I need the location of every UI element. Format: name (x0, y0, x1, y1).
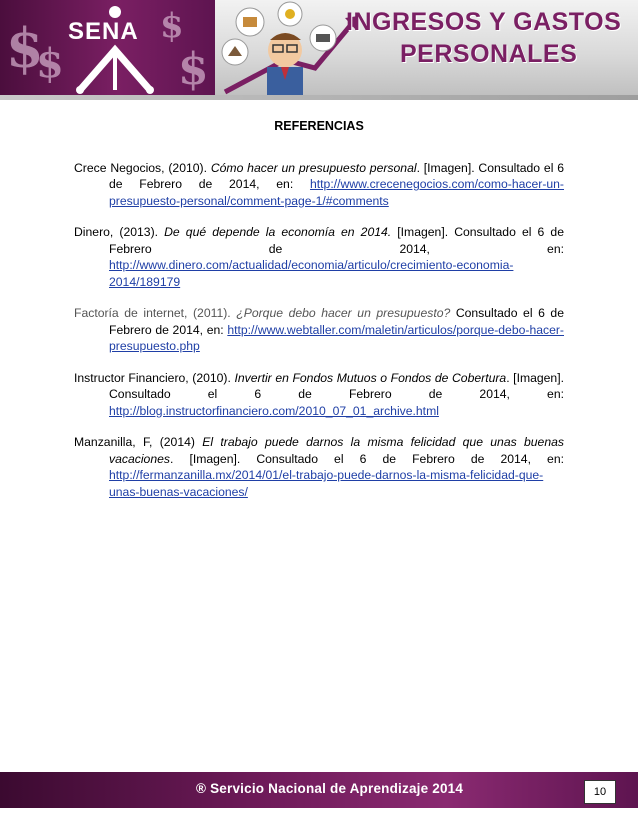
footer-copyright: ® Servicio Nacional de Aprendizaje 2014 (196, 781, 464, 796)
reference-details: . [Imagen]. Consultado el 6 de Febrero de 2014, en: (169, 451, 564, 466)
section-heading: REFERENCIAS (274, 119, 364, 133)
reference-author: Crece Negocios, (2010). (74, 160, 207, 175)
header-brand-panel (0, 0, 215, 100)
header-divider (0, 95, 638, 100)
reference-item (74, 434, 564, 500)
reference-details: . [Imagen]. Consultado el 6 de Febrero de 2014, en: (109, 370, 564, 401)
dollar-sign-icon: $ (36, 40, 64, 87)
reference-title: Invertir en Fondos Mutuos o Fondos de Cobertura (234, 370, 507, 385)
reference-link[interactable]: http://www.crecenegocios.com/como-hacer-un-presupuesto-personal/comment-page-1/#comments (109, 177, 564, 208)
dollar-sign-icon: $ (6, 16, 44, 80)
reference-item (74, 305, 564, 355)
reference-item (74, 224, 564, 290)
page-footer (0, 772, 638, 808)
references-section (74, 118, 564, 515)
dollar-sign-icon: $ (160, 6, 184, 46)
page-header (0, 0, 638, 100)
reference-item (74, 160, 564, 210)
reference-title: Cómo hacer un presupuesto personal (210, 160, 417, 175)
reference-details: . [Imagen]. Consultado el 6 de Febrero de 2014, en: (109, 160, 565, 191)
document-title-line1: INGRESOS Y GASTOS (346, 8, 622, 36)
reference-author: Manzanilla, F, (2014) (74, 435, 195, 449)
reference-link[interactable]: http://www.webtaller.com/maletin/articulos/porque-debo-hacer-presupuesto.php (109, 322, 564, 353)
finance-clipart-icon (215, 0, 365, 100)
reference-title: ¿Porque debo hacer un presupuesto? (236, 306, 451, 320)
sena-logo-text: SENA (68, 18, 139, 45)
document-title-line2: PERSONALES (400, 40, 578, 68)
page-number: 10 (584, 780, 616, 804)
reference-link[interactable]: http://fermanzanilla.mx/2014/01/el-trabajo-puede-darnos-la-misma-felicidad-que-unas-buenas-vacaciones/ (109, 468, 544, 499)
dollar-sign-icon: $ (178, 44, 209, 95)
reference-title: De qué depende la economía en 2014. (164, 225, 392, 239)
reference-link[interactable]: http://blog.instructorfinanciero.com/2010_07_01_archive.html (109, 403, 439, 418)
reference-details: [Imagen]. Consultado el 6 de Febrero de 2014, en: (109, 225, 564, 256)
reference-title: El trabajo puede darnos la misma felicidad que unas buenas vacaciones (109, 435, 564, 466)
reference-details: Consultado el 6 de Febrero de 2014, en: (109, 306, 564, 337)
reference-author: Factoría de internet, (2011). (74, 306, 231, 320)
reference-link[interactable]: http://www.dinero.com/actualidad/economia/articulo/crecimiento-economia-2014/189179 (109, 258, 514, 289)
reference-author: Dinero, (2013). (74, 225, 159, 239)
reference-item (74, 370, 564, 420)
reference-author: Instructor Financiero, (2010). (74, 370, 231, 385)
